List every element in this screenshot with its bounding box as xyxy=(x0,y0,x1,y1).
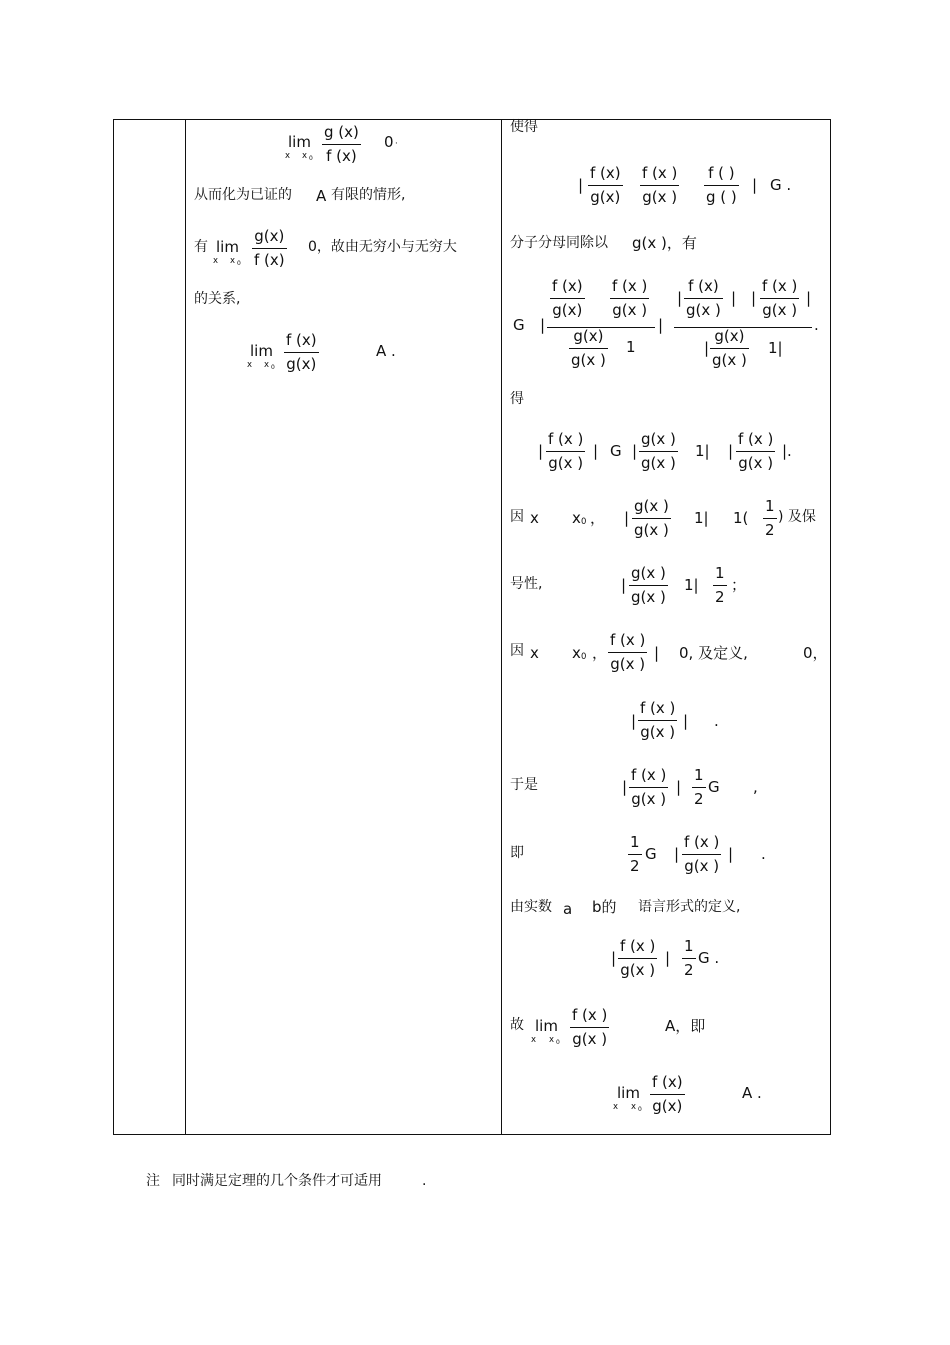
lim-sub-x: x xyxy=(531,1035,537,1045)
text-gx: g(x )，有 xyxy=(632,234,697,252)
semicolon: ； xyxy=(731,576,747,594)
fraction-f-over-g: f (x ) g(x ) xyxy=(620,937,656,979)
zero-value: 0 xyxy=(384,133,394,151)
zero-comma: 0， xyxy=(803,644,828,662)
fraction-half: 1 2 xyxy=(694,766,704,808)
text-yushi: 于是 xyxy=(510,777,538,793)
abs-bar: | xyxy=(728,845,734,863)
var-x: x xyxy=(530,509,539,527)
G-label: G xyxy=(610,442,622,460)
fraction-g-over-g: g(x ) g(x ) xyxy=(631,564,666,606)
abs-bar: | xyxy=(611,949,617,967)
fraction-g-over-g: g(x) g(x ) xyxy=(712,327,747,369)
table-bottom-border xyxy=(113,1134,831,1135)
abs-bar: | xyxy=(704,339,710,357)
abs-bar: | xyxy=(674,845,680,863)
text-haoxing: 号性, xyxy=(510,576,543,592)
G-label: G xyxy=(513,316,525,334)
text-yuyan: 语言形式的定义, xyxy=(638,899,741,915)
note-text: 同时满足定理的几个条件才可适用 xyxy=(172,1173,382,1189)
text-line: 分子分母同除以 xyxy=(510,235,608,251)
dot: . xyxy=(814,316,819,334)
fraction-f-over-g: f (x ) g(x ) xyxy=(548,430,584,472)
abs-bar: | xyxy=(632,442,638,460)
one-bar: 1| xyxy=(694,509,709,527)
table-right-border xyxy=(830,119,831,1134)
fraction-f-over-g: f (x ) g(x ) xyxy=(610,631,646,673)
one: 1 xyxy=(626,338,636,356)
fraction-g-over-f: g(x) f (x) xyxy=(254,227,285,269)
fraction-half: 1 2 xyxy=(715,564,725,606)
lim-sub-0: 0 xyxy=(309,155,313,162)
abs-bar: | xyxy=(728,442,734,460)
fraction-f-over-g: f (x) g(x) xyxy=(552,277,583,319)
abs-bar: | xyxy=(658,316,664,334)
fraction-f-over-g: f (x) g(x) xyxy=(286,331,317,373)
lim-sub-x0: x xyxy=(631,1102,637,1112)
note-dot: . xyxy=(422,1173,427,1189)
G-label: G . xyxy=(770,176,792,194)
result-A: A . xyxy=(376,342,396,360)
one-bar: 1| xyxy=(684,576,699,594)
table-col-divider-2 xyxy=(501,119,502,1134)
table-col-divider-1 xyxy=(185,119,186,1134)
fraction-f-over-g: f (x ) g(x ) xyxy=(631,766,667,808)
lim-label: lim xyxy=(216,238,239,256)
abs-bar: | xyxy=(683,712,689,730)
lim-sub-x: x xyxy=(247,360,253,370)
fraction-g-over-g: g(x ) g(x ) xyxy=(641,430,676,472)
lim-sub-x0: x xyxy=(302,151,308,161)
abs-bar: | xyxy=(751,289,757,307)
fraction-g-over-f xyxy=(322,125,361,164)
abs-bar: | xyxy=(593,442,599,460)
one-paren: 1( xyxy=(733,509,749,527)
abs-bar: | xyxy=(654,644,660,662)
table-top-border xyxy=(113,119,831,120)
denominator: f (x) xyxy=(326,147,357,165)
fraction-f-xi-over-g-xi: f ( ) g ( ) xyxy=(706,164,737,206)
lim-sub-x: x xyxy=(213,256,219,266)
note-label: 注 xyxy=(146,1173,160,1189)
fraction-f-over-g: f (x ) g(x ) xyxy=(762,277,798,319)
comma: ， xyxy=(592,644,608,662)
comma: , xyxy=(753,778,758,796)
abs-bar: | xyxy=(538,442,544,460)
abs-bar: | xyxy=(752,176,758,194)
abs-bar-dot: |. xyxy=(782,442,792,460)
fraction-half: 1 2 xyxy=(684,937,694,979)
lim-sub-0: 0 xyxy=(638,1106,642,1113)
one-bar: 1| xyxy=(768,339,783,357)
text-line: 有限的情形, xyxy=(331,187,406,203)
text-you: 有 xyxy=(194,239,208,255)
G-label: G xyxy=(645,845,657,863)
lim-sub-x0: x xyxy=(549,1035,555,1045)
numerator: g (x) xyxy=(324,123,359,141)
lim-label: lim xyxy=(617,1084,640,1102)
lim-sub-x: x xyxy=(613,1102,619,1112)
var-x0: x xyxy=(572,509,581,527)
fraction-f-over-g: f (x) g(x) xyxy=(590,164,621,206)
one-bar: 1| xyxy=(695,442,710,460)
fraction-f-over-g: f (x ) g(x ) xyxy=(642,164,678,206)
lim-sub-x0: x xyxy=(230,256,236,266)
lim-sub-x0: x xyxy=(264,360,270,370)
fraction-f-over-g: f (x ) g(x ) xyxy=(640,699,676,741)
fraction-f-over-g: f (x ) g(x ) xyxy=(684,833,720,875)
text-youshishu: 由实数 xyxy=(510,899,552,915)
text-de: 得 xyxy=(510,391,524,407)
lim-sub-0: 0 xyxy=(271,364,275,371)
text-line: 从而化为已证的 xyxy=(194,187,292,203)
dot: · xyxy=(395,139,398,149)
sub-0: 0 xyxy=(581,517,587,527)
sub-0: 0 xyxy=(581,652,587,662)
result-A: A . xyxy=(742,1084,762,1102)
text-gu: 故 xyxy=(510,1017,524,1033)
text-zero-def: 0, 及定义, xyxy=(679,644,748,662)
fraction-g-over-g: g(x) g(x ) xyxy=(571,327,606,369)
abs-bar: | xyxy=(806,289,812,307)
fraction-f-over-g: f (x ) g(x ) xyxy=(572,1006,608,1048)
text-yin: 因 xyxy=(510,509,524,525)
dot: . xyxy=(714,712,719,730)
lim-sub-0: 0 xyxy=(237,260,241,267)
abs-bar: | xyxy=(540,316,546,334)
var-x0: x xyxy=(572,644,581,662)
abs-bar: | xyxy=(624,509,630,527)
fraction-f-over-g: f (x ) g(x ) xyxy=(612,277,648,319)
abs-bar: | xyxy=(578,176,584,194)
lim-label: lim xyxy=(250,342,273,360)
lim-label: lim xyxy=(535,1017,558,1035)
abs-bar: | xyxy=(621,576,627,594)
fraction-f-over-g: f (x) g(x ) xyxy=(686,277,721,319)
G-label: G xyxy=(708,778,720,796)
fraction-f-over-g: f (x ) g(x ) xyxy=(738,430,774,472)
text-A-ji: A，即 xyxy=(665,1017,706,1035)
G-label: G . xyxy=(698,949,720,967)
lim-sub-x: x xyxy=(285,151,291,161)
symbol-A: A xyxy=(316,187,327,205)
abs-bar: | xyxy=(677,289,683,307)
var-a: a xyxy=(563,900,573,918)
fraction-half: 1 2 xyxy=(630,833,640,875)
lim-label: lim xyxy=(288,133,311,151)
fraction-half: 1 2 xyxy=(765,497,775,539)
comma: ， xyxy=(590,509,606,527)
fraction-g-over-g: g(x ) g(x ) xyxy=(634,497,669,539)
fraction-f-over-g: f (x) g(x) xyxy=(652,1073,683,1115)
abs-bar: | xyxy=(731,289,737,307)
abs-bar: | xyxy=(631,712,637,730)
dot: . xyxy=(761,845,766,863)
text-line: 0，故由无穷小与无穷大 xyxy=(308,239,457,255)
text-yin: 因 xyxy=(510,643,524,659)
abs-bar: | xyxy=(665,949,671,967)
text-ji: 即 xyxy=(510,845,524,861)
text-line: 的关系, xyxy=(194,291,241,307)
text-jibao: ) 及保 xyxy=(778,509,816,525)
abs-bar: | xyxy=(676,778,682,796)
table-left-border xyxy=(113,119,114,1134)
text-shide: 使得 xyxy=(510,119,538,135)
var-x: x xyxy=(530,644,539,662)
abs-bar: | xyxy=(622,778,628,796)
var-b: b的 xyxy=(592,898,617,916)
lim-sub-0: 0 xyxy=(556,1039,560,1046)
